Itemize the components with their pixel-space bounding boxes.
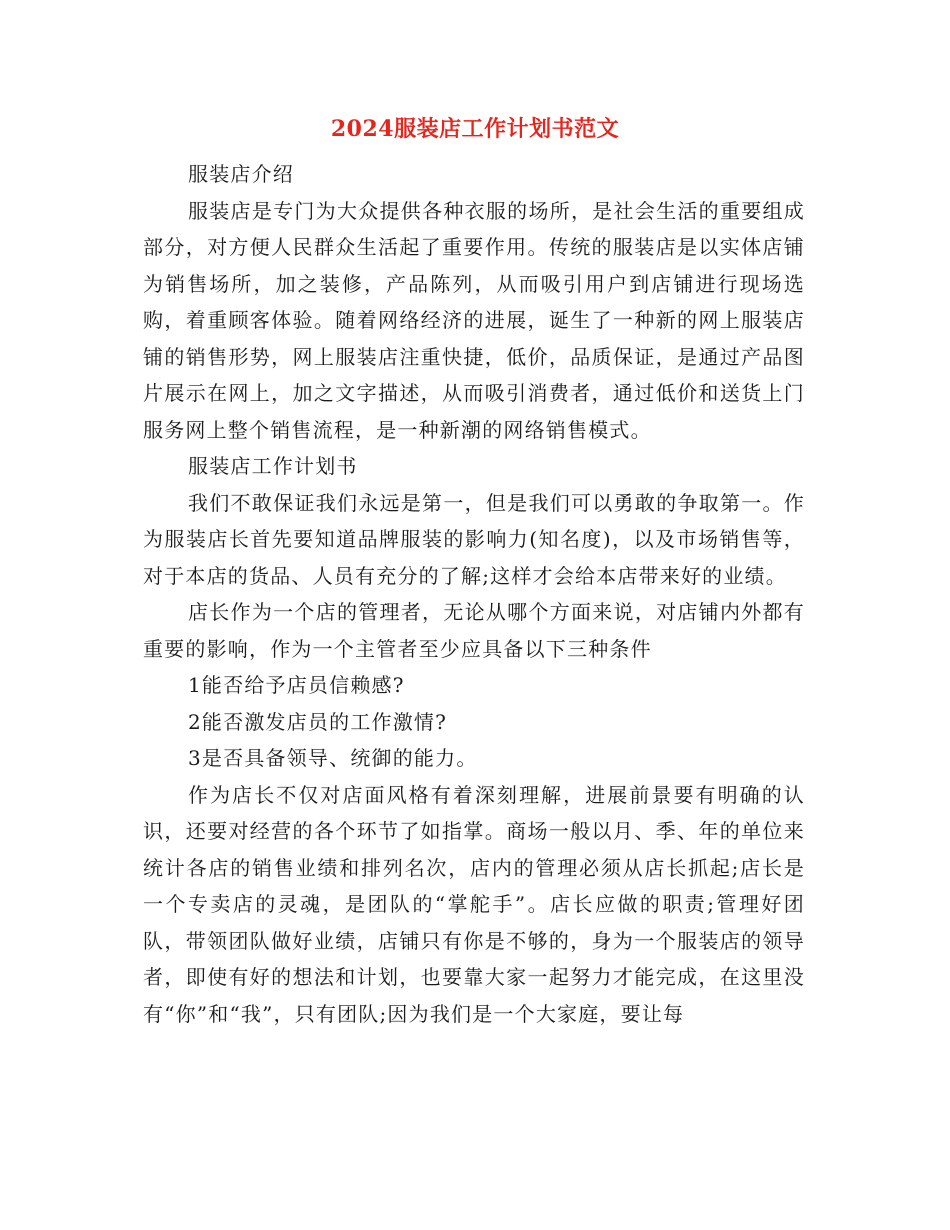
section-heading-intro: 服装店介绍: [188, 162, 294, 186]
document-title: 2024服装店工作计划书范文: [330, 116, 620, 142]
list-item-3: 3是否具备领导、统御的能力。: [188, 746, 478, 770]
list-item-2: 2能否激发店员的工作激情?: [188, 709, 448, 734]
paragraph-plan-3: 作为店长不仅对店面风格有着深刻理解，进展前景要有明确的认识，还要对经营的各个环节了如指掌。商场一般以月、季、年的单位来统计各店的销售业绩和排列名次，店内的管理必须从店长抓起;店长是一个专卖店的灵魂，是团队的“掌舵手”。店长应做的职责;管理好团队，带领团队做好业绩，店铺只有你是不够的，身为一个服装店的领导者，即使有好的想法和计划，也要靠大家一起努力才能完成，在这里没有“你”和“我”，只有团队;因为我们是一个大家庭，要让每: [143, 782, 805, 1026]
list-item-1: 1能否给予店员信赖感?: [188, 673, 405, 697]
paragraph-plan-2: 店长作为一个店的管理者，无论从哪个方面来说，对店铺内外都有重要的影响，作为一个主管者至少应具备以下三种条件: [143, 600, 805, 661]
paragraph-plan-1: 我们不敢保证我们永远是第一，但是我们可以勇敢的争取第一。作为服装店长首先要知道品牌服装的影响力(知名度)，以及市场销售等，对于本店的货品、人员有充分的了解;这样才会给本店带来好的业绩。: [143, 490, 805, 588]
paragraph-intro: 服装店是专门为大众提供各种衣服的场所，是社会生活的重要组成部分，对方便人民群众生活起了重要作用。传统的服装店是以实体店铺为销售场所，加之装修，产品陈列，从而吸引用户到店铺进行现场选购，着重顾客体验。随着网络经济的进展，诞生了一种新的网上服装店铺的销售形势，网上服装店注重快捷，低价，品质保证，是通过产品图片展示在网上，加之文字描述，从而吸引消费者，通过低价和送货上门服务网上整个销售流程，是一种新潮的网络销售模式。: [143, 198, 805, 442]
document-body: [143, 156, 805, 1032]
section-heading-plan: 服装店工作计划书: [188, 454, 358, 478]
